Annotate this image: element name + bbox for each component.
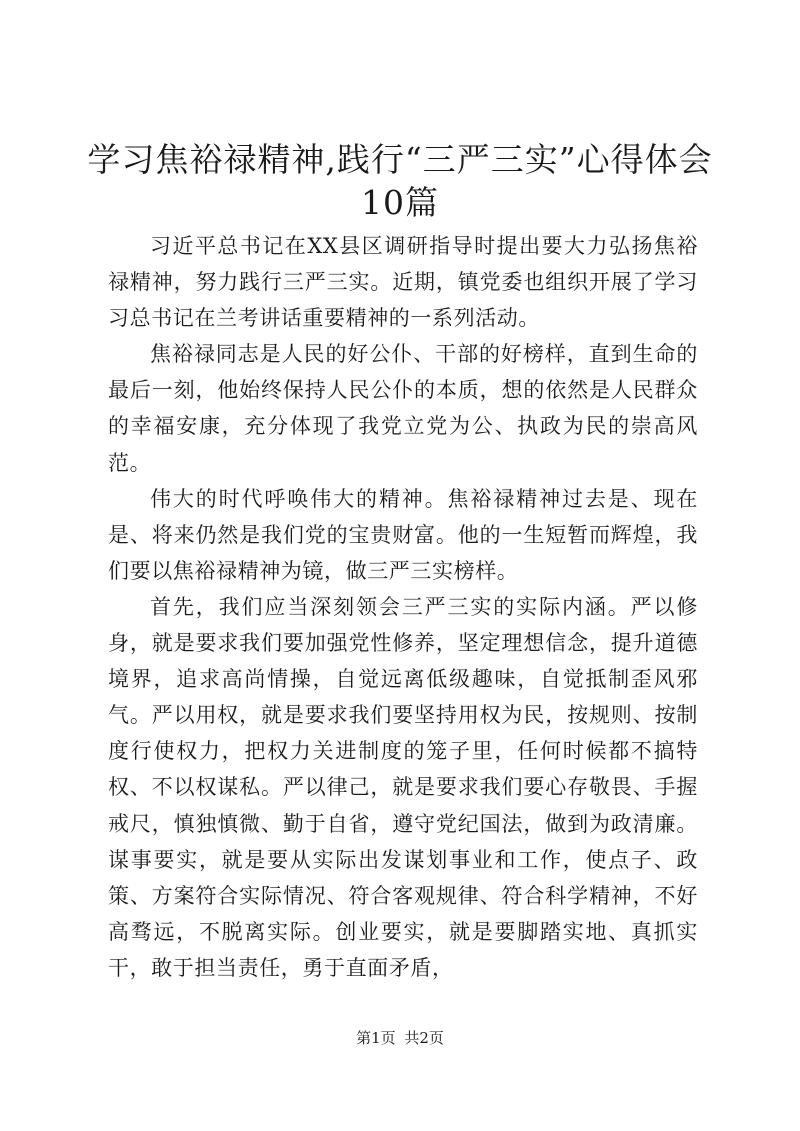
document-title-line-2: 10篇: [361, 183, 439, 222]
page-number: 第1页: [356, 1029, 396, 1047]
paragraph-3: 伟大的时代呼唤伟大的精神。焦裕禄精神过去是、现在是、将来仍然是我们党的宝贵财富。他的一生短暂而辉煌，我们要以焦裕禄精神为镜，做三严三实榜样。: [108, 486, 698, 583]
page-footer: [0, 1028, 800, 1048]
page-total: 共2页: [404, 1029, 444, 1047]
document-title-line-1: 学习焦裕禄精神,践行“三严三实”心得体会: [87, 140, 713, 179]
document-body: [108, 228, 698, 986]
paragraph-1: 习近平总书记在XX县区调研指导时提出要大力弘扬焦裕禄精神，努力践行三严三实。近期，镇党委也组织开展了学习习总书记在兰考讲话重要精神的一系列活动。: [108, 234, 698, 331]
paragraph-2: 焦裕禄同志是人民的好公仆、干部的好榜样，直到生命的最后一刻，他始终保持人民公仆的本质，想的依然是人民群众的幸福安康，充分体现了我党立党为公、执政为民的崇高风范。: [108, 342, 698, 475]
paragraph-4: 首先，我们应当深刻领会三严三实的实际内涵。严以修身，就是要求我们要加强党性修养，坚定理想信念，提升道德境界，追求高尚情操，自觉远离低级趣味，自觉抵制歪风邪气。严以用权，就是要求我们要坚持用权为民，按规则、按制度行使权力，把权力关进制度的笼子里，任何时候都不搞特权、不以权谋私。严以律己，就是要求我们要心存敬畏、手握戒尺，慎独慎微、勤于自省，遵守党纪国法，做到为政清廉。谋事要实，就是要从实际出发谋划事业和工作，使点子、政策、方案符合实际情况、符合客观规律、符合科学精神，不好高骛远，不脱离实际。创业要实，就是要脚踏实地、真抓实干，敢于担当责任，勇于直面矛盾，: [108, 594, 698, 980]
